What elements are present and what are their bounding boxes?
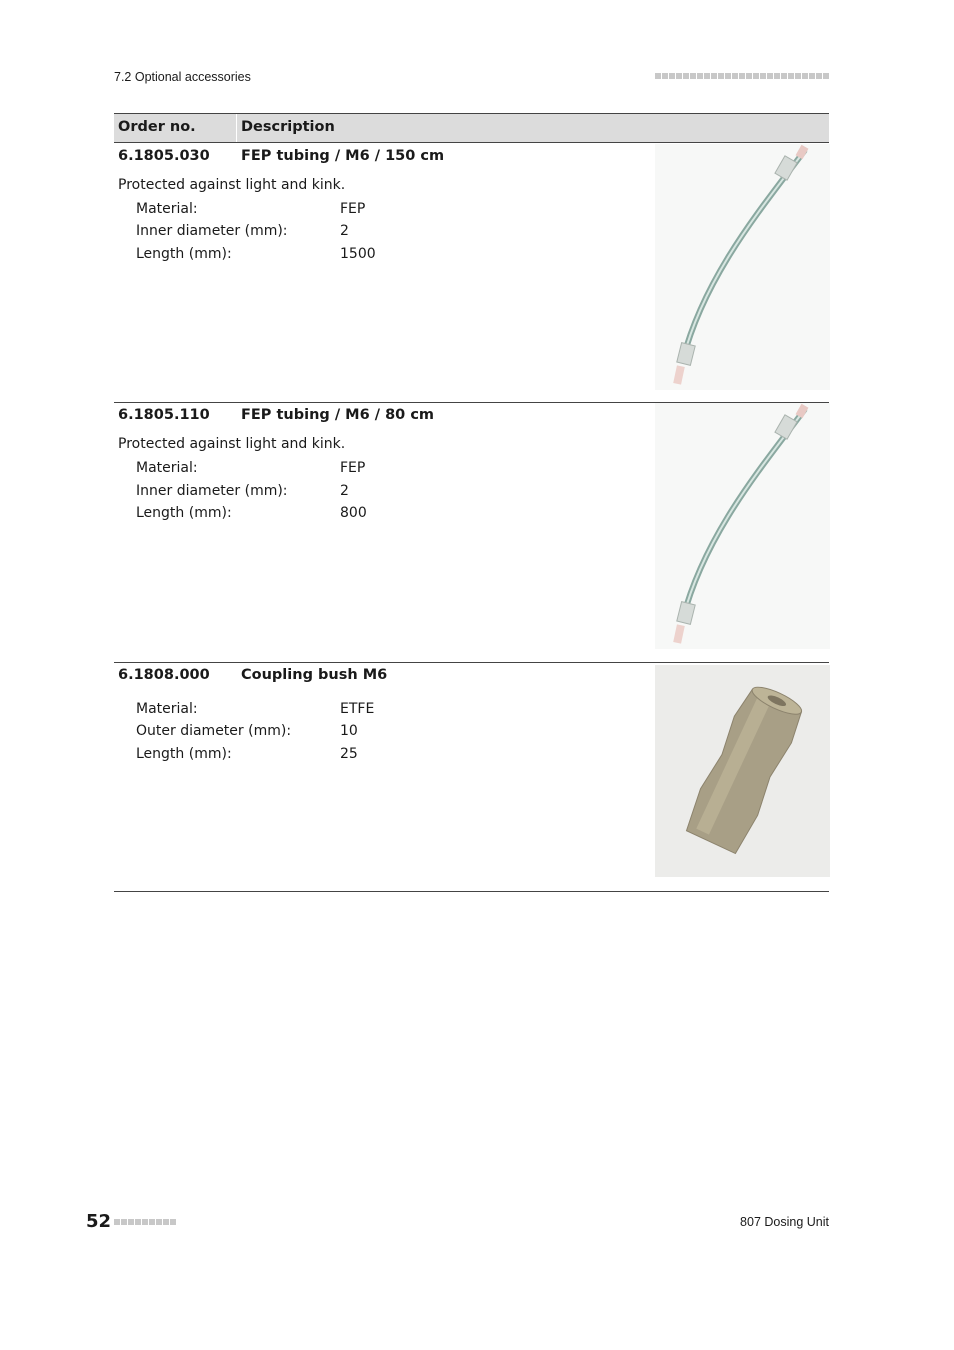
property-label: Inner diameter (mm): xyxy=(136,223,288,239)
property-value: FEP xyxy=(340,201,366,217)
property-label: Material: xyxy=(136,201,198,217)
property-value: 800 xyxy=(340,505,367,521)
property-value: FEP xyxy=(340,460,366,476)
column-description: Description xyxy=(241,119,335,135)
accessory-title: Coupling bush M6 xyxy=(241,667,388,683)
fep-tubing-photo xyxy=(655,144,830,390)
fep-tubing-photo xyxy=(655,403,830,649)
property-value: 10 xyxy=(340,723,358,739)
property-value: 25 xyxy=(340,746,358,762)
accessory-note: Protected against light and kink. xyxy=(118,436,346,452)
property-label: Outer diameter (mm): xyxy=(136,723,292,739)
property-label: Length (mm): xyxy=(136,505,232,521)
property-value: ETFE xyxy=(340,701,375,717)
accessory-title: FEP tubing / M6 / 150 cm xyxy=(241,148,445,164)
accessory-note: Protected against light and kink. xyxy=(118,177,346,193)
order-number: 6.1805.030 xyxy=(118,148,210,164)
page-number: 52 xyxy=(86,1211,112,1232)
order-number: 6.1808.000 xyxy=(118,667,210,683)
coupling-bush-photo xyxy=(655,665,830,877)
property-value: 1500 xyxy=(340,246,376,262)
property-label: Material: xyxy=(136,701,198,717)
property-value: 2 xyxy=(340,223,349,239)
property-value: 2 xyxy=(340,483,349,499)
section-header: 7.2 Optional accessories xyxy=(114,70,251,84)
property-label: Material: xyxy=(136,460,198,476)
accessory-title: FEP tubing / M6 / 80 cm xyxy=(241,407,435,423)
document-title: 807 Dosing Unit xyxy=(740,1215,829,1229)
footer-decoration xyxy=(114,1219,176,1225)
property-label: Length (mm): xyxy=(136,746,232,762)
order-number: 6.1805.110 xyxy=(118,407,210,423)
header-decoration xyxy=(655,73,829,79)
property-label: Inner diameter (mm): xyxy=(136,483,288,499)
column-order-no: Order no. xyxy=(118,119,196,135)
table-header xyxy=(114,113,829,143)
property-label: Length (mm): xyxy=(136,246,232,262)
